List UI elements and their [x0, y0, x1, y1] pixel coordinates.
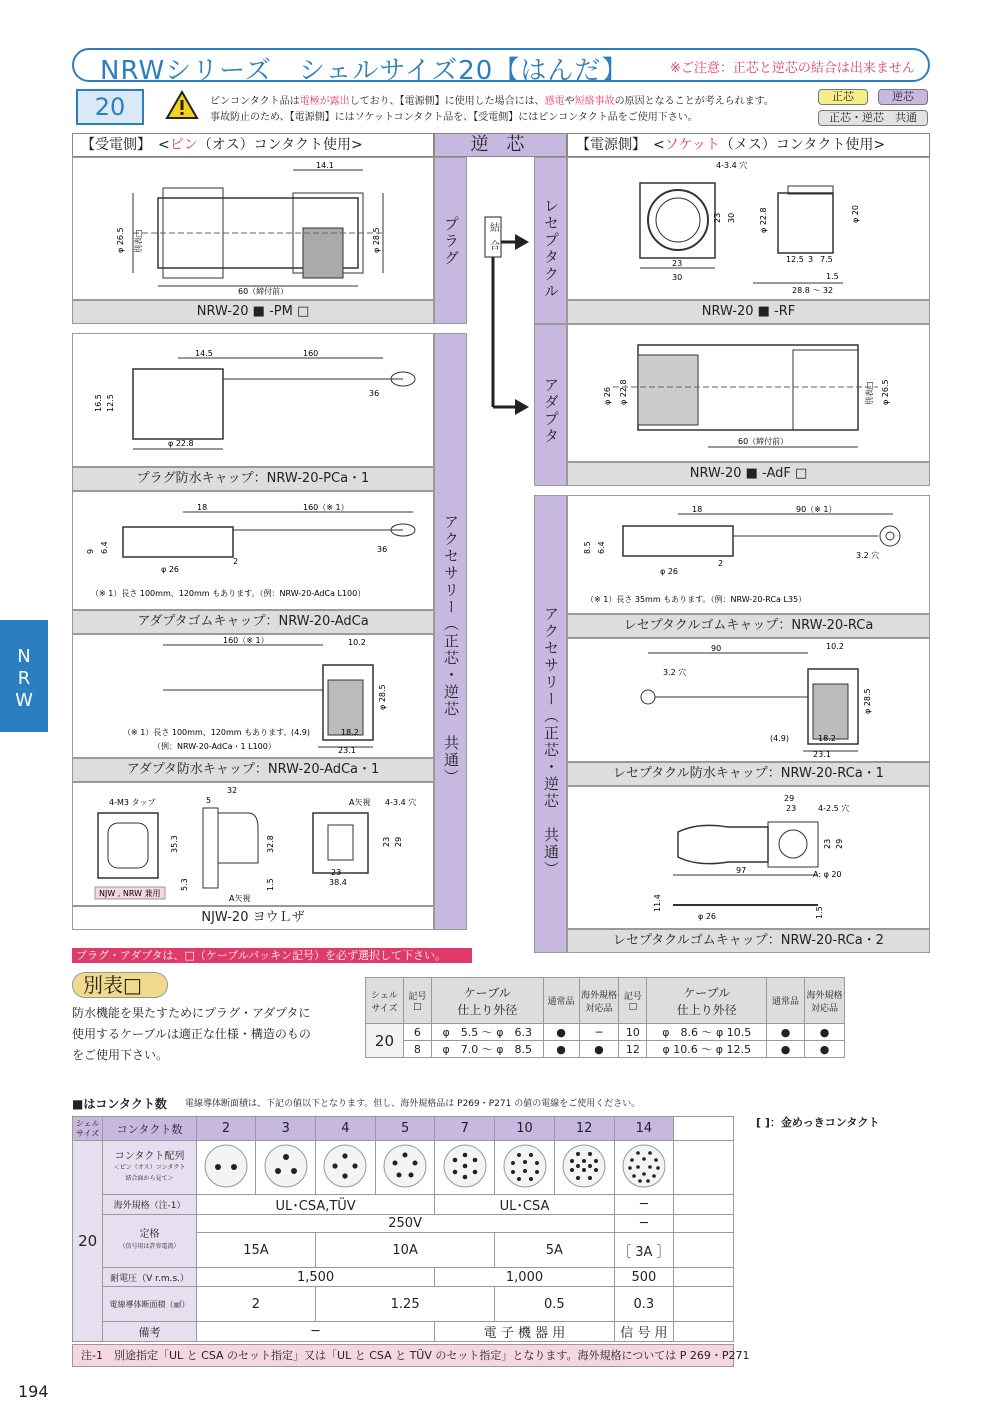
- njw-dim: 35.3: [170, 835, 179, 853]
- empty-cell: [674, 1322, 734, 1342]
- adapter-dim: 60（締付前）: [738, 437, 789, 446]
- receptacle-dim: 28.8 ～ 32: [792, 286, 834, 295]
- red-notice: プラグ・アダプタは、□（ケーブルパッキン記号）を必ず選択して下さい。: [72, 948, 472, 963]
- plug-caption: NRW-20 ■ -PM □: [72, 300, 434, 324]
- layout-2: [196, 1141, 256, 1195]
- adapter-label: アダプタ: [542, 377, 560, 445]
- count-10: 10: [495, 1117, 555, 1141]
- cable-th: ケーブル 仕上り外径: [647, 978, 767, 1024]
- connect-arrows: [467, 157, 534, 427]
- rec-waterproof-cap-dim: 23.1: [813, 750, 831, 759]
- rec-rubber-cap2-caption: レセプタクルゴムキャップ：NRW-20-RCa・2: [567, 929, 930, 953]
- adapter-label-bar: [534, 324, 567, 486]
- rec-waterproof-cap-dim: (4.9): [770, 734, 789, 743]
- plug-cap-caption: プラグ防水キャップ：NRW-20-PCa・1: [72, 467, 434, 491]
- betsu-title: 別表□: [72, 972, 168, 998]
- rec-rubber-cap2-panel: [567, 786, 930, 929]
- count-7: 7: [435, 1117, 495, 1141]
- count-12: 12: [554, 1117, 614, 1141]
- receive-side-header: 【受電側】 <ピン（オス）コンタクト使用>: [72, 133, 434, 157]
- plug-cap-drawing: [73, 334, 433, 466]
- empty-cell: [674, 1287, 734, 1322]
- adapter-rubber-cap-note: （※ 1）長さ 100mm、120mm もあります。（例：NRW-20-AdCa L100）: [91, 589, 366, 598]
- njw-dim: 23: [382, 836, 391, 847]
- adapter-waterproof-cap-note2: （例：NRW-20-AdCa・1 L100）: [153, 742, 276, 751]
- adapter-rubber-cap-caption: アダプタゴムキャップ：NRW-20-AdCa: [72, 610, 434, 634]
- cable-cell: φ 10.6 ～ φ 12.5: [647, 1041, 767, 1058]
- plug-cap-dim: 16.5: [94, 394, 103, 412]
- empty-cell: [674, 1117, 734, 1141]
- plug-cap-panel: [72, 333, 434, 467]
- plug-dim: 60（締付前）: [238, 287, 289, 296]
- plug-drawing: [73, 158, 433, 299]
- withstand-label: 耐電圧（V r.m.s.）: [103, 1268, 196, 1287]
- page-number: 194: [18, 1382, 49, 1401]
- rec-rubber-cap-drawing: [568, 496, 929, 613]
- contacts-table: [72, 1116, 734, 1342]
- rec-waterproof-cap-panel: [567, 638, 930, 762]
- wire-value: 0.3: [614, 1287, 674, 1322]
- adapter-rubber-cap-dim: 2: [233, 557, 239, 566]
- receptacle-dim: 30: [727, 212, 736, 223]
- withstand-value: 500: [614, 1268, 674, 1287]
- rec-rubber-cap2-dim: 23: [823, 838, 832, 849]
- receptacle-dim: 23: [713, 212, 722, 223]
- legend-seishin: 正芯: [818, 89, 868, 105]
- wire-value: 2: [196, 1287, 315, 1322]
- cable-cell: φ 8.6 ～ φ 10.5: [647, 1024, 767, 1041]
- receptacle-caption: NRW-20 ■ -RF: [567, 300, 930, 324]
- current-value: ［ 3A ］: [614, 1233, 674, 1268]
- adapter-dim: φ 26.5: [881, 379, 890, 405]
- rec-rubber-cap-dim: 3.2 穴: [856, 551, 880, 560]
- rec-rubber-cap-dim: 8.5: [583, 541, 592, 554]
- rec-rubber-cap2-drawing: [568, 787, 929, 928]
- contacts-note: 電線導体断面積は、下記の値以下となります。但し、海外規格品は P269・P271 の値の電線をご使用ください。: [185, 1099, 641, 1109]
- shell-size-badge: 20: [76, 89, 144, 125]
- njw-dim: 29: [394, 836, 403, 847]
- left-accessory-bar: [434, 333, 467, 930]
- adapter-caption: NRW-20 ■ -AdF □: [567, 462, 930, 486]
- remarks-value: ─: [196, 1322, 435, 1342]
- intl-value: UL･CSA,TÜV: [196, 1195, 435, 1215]
- adapter-waterproof-cap-drawing: [73, 635, 433, 757]
- cable-th: 海外規格 対応品: [805, 978, 845, 1024]
- rec-rubber-cap2-dim: 1.5: [815, 906, 824, 919]
- layout-10: [495, 1141, 555, 1195]
- plug-cap-dim: φ 22.8: [168, 439, 194, 448]
- plug-cap-dim: 36: [369, 389, 380, 398]
- njw-dim: 38.4: [329, 878, 347, 887]
- layout-14: [614, 1141, 674, 1195]
- contacts-title: ■はコンタクト数: [72, 1097, 167, 1111]
- adapter-rubber-cap-dim: 6.4: [100, 541, 109, 554]
- adapter-rubber-cap-dim: φ 26: [161, 565, 179, 574]
- adapter-drawing: [568, 325, 929, 461]
- njw-drawing: [73, 783, 433, 905]
- adapter-rubber-cap-dim: 18: [197, 503, 208, 512]
- rec-waterproof-cap-dim: 90: [711, 644, 722, 653]
- contact-layout-icon: [322, 1143, 368, 1189]
- rec-rubber-cap-dim: 6.4: [597, 541, 606, 554]
- adapter-waterproof-cap-dim: 160（※ 1）: [223, 636, 269, 645]
- count-header: コンタクト数: [103, 1117, 196, 1141]
- adapter-dim: 別表□: [865, 381, 874, 405]
- table-row: [366, 1024, 845, 1041]
- power-side-header: 【電源側】 <ソケット（メス）コンタクト使用>: [567, 133, 930, 157]
- reverse-header: 逆 芯: [434, 133, 567, 157]
- rec-rubber-cap2-dim: 29: [784, 794, 795, 803]
- rec-rubber-cap-dim: 90（※ 1）: [796, 505, 837, 514]
- voltage-value: ─: [614, 1215, 674, 1233]
- rec-rubber-cap2-dim: 23: [786, 804, 797, 813]
- rec-waterproof-cap-dim: φ 28.5: [863, 688, 872, 714]
- rating-label: 定格 （信号用は許容電流）: [103, 1215, 196, 1268]
- legend-common: 正芯・逆芯 共通: [818, 110, 928, 126]
- adapter-dim: φ 26: [603, 387, 612, 405]
- layout-label: コンタクト配列 ＜ピン（オス）コンタクト 結合面から見て＞: [103, 1141, 196, 1195]
- intl-value: UL･CSA: [435, 1195, 614, 1215]
- layout-3: [256, 1141, 316, 1195]
- njw-dim: 5.3: [180, 878, 189, 891]
- rec-waterproof-cap-dim: 10.2: [826, 642, 844, 651]
- rec-waterproof-cap-dim: 3.2 穴: [663, 668, 687, 677]
- empty-cell: [674, 1233, 734, 1268]
- table-row: [366, 1041, 845, 1058]
- connect-label: 結 合: [490, 223, 500, 252]
- adapter-rubber-cap-dim: 160（※ 1）: [303, 503, 349, 512]
- receptacle-dim: φ 22.8: [759, 207, 768, 233]
- rec-rubber-cap-caption: レセプタクルゴムキャップ：NRW-20-RCa: [567, 614, 930, 638]
- contacts-size: 20: [73, 1141, 103, 1342]
- cable-cell: 8: [403, 1041, 431, 1058]
- rec-rubber-cap2-dim: 29: [835, 838, 844, 849]
- cable-cell: φ 5.5 ～ φ 6.3: [431, 1024, 543, 1041]
- remarks-value: 電 子 機 器 用: [435, 1322, 614, 1342]
- rec-rubber-cap-note: （※ 1）長さ 35mm もあります。（例：NRW-20-RCa L35）: [586, 595, 807, 604]
- receptacle-dim: 23: [672, 259, 683, 268]
- rec-rubber-cap2-dim: φ 26: [698, 912, 716, 921]
- rec-waterproof-cap-dim: 18.2: [818, 734, 836, 743]
- plug-dim: 14.1: [316, 161, 334, 170]
- cable-cell: 12: [619, 1041, 647, 1058]
- layout-7: [435, 1141, 495, 1195]
- adapter-rubber-cap-dim: 9: [86, 548, 95, 554]
- receptacle-drawing: [568, 158, 929, 299]
- rec-rubber-cap-dim: φ 26: [660, 567, 678, 576]
- rec-rubber-cap-panel: [567, 495, 930, 614]
- cable-table: [365, 977, 845, 1058]
- plug-dim: φ 28.5: [372, 227, 381, 253]
- njw-dim: 4-M3 タップ: [109, 798, 156, 807]
- count-4: 4: [316, 1117, 376, 1141]
- count-2: 2: [196, 1117, 256, 1141]
- withstand-value: 1,000: [435, 1268, 614, 1287]
- empty-cell: [674, 1215, 734, 1233]
- adapter-dim: φ 22.8: [619, 379, 628, 405]
- receptacle-dim: 1.5: [826, 272, 839, 281]
- rec-rubber-cap-dim: 18: [692, 505, 703, 514]
- wire-value: 0.5: [495, 1287, 614, 1322]
- plug-cap-dim: 160: [303, 349, 319, 358]
- contact-layout-icon: [442, 1143, 488, 1189]
- rec-rubber-cap-dim: 2: [718, 559, 724, 568]
- cable-th: 通常品: [543, 978, 579, 1024]
- njw-dim: 23: [331, 868, 342, 877]
- adapter-waterproof-cap-note1: （※ 1）長さ 100mm、120mm もあります。: [123, 728, 292, 737]
- cable-th: 通常品: [767, 978, 805, 1024]
- intl-value: ─: [614, 1195, 674, 1215]
- count-14: 14: [614, 1117, 674, 1141]
- rec-rubber-cap2-dim: 97: [736, 866, 747, 875]
- shell-header: シェル サイズ: [73, 1117, 103, 1141]
- receptacle-dim: 7.5: [820, 255, 833, 264]
- current-value: 10A: [316, 1233, 495, 1268]
- njw-tag: NJW , NRW 兼用: [99, 889, 161, 898]
- current-value: 5A: [495, 1233, 614, 1268]
- cable-th: シェル サイズ: [366, 978, 404, 1024]
- adapter-waterproof-cap-dim: 23.1: [338, 746, 356, 755]
- cable-cell: ●: [543, 1024, 579, 1041]
- contact-layout-icon: [502, 1143, 548, 1189]
- njw-dim: 1.5: [266, 878, 275, 891]
- adapter-waterproof-cap-dim: φ 28.5: [378, 684, 387, 710]
- adapter-waterproof-cap-caption: アダプタ防水キャップ：NRW-20-AdCa・1: [72, 758, 434, 782]
- cable-cell: ●: [767, 1024, 805, 1041]
- receptacle-label-bar: [534, 157, 567, 324]
- cable-cell: ●: [543, 1041, 579, 1058]
- plug-cap-dim: 12.5: [106, 394, 115, 412]
- plug-drawing-panel: [72, 157, 434, 300]
- wire-value: 1.25: [316, 1287, 495, 1322]
- layout-12: [554, 1141, 614, 1195]
- receptacle-dim: 30: [672, 273, 683, 282]
- cable-cell: ●: [805, 1041, 845, 1058]
- wire-label: 電線導体断面積（㎟）: [103, 1287, 196, 1322]
- title-note: ※ご注意：正芯と逆芯の結合は出来ません: [670, 61, 915, 76]
- withstand-value: 1,500: [196, 1268, 435, 1287]
- rec-waterproof-cap-caption: レセプタクル防水キャップ：NRW-20-RCa・1: [567, 762, 930, 786]
- rec-rubber-cap2-dim: 4-2.5 穴: [818, 804, 850, 813]
- layout-5: [375, 1141, 435, 1195]
- rec-rubber-cap2-dim: A: φ 20: [813, 870, 842, 879]
- contact-layout-icon: [561, 1143, 607, 1189]
- footnote: 注-1 別途指定「UL と CSA のセット指定」又は「UL と CSA と TÜV のセット指定」となります。海外規格については P 269・P271: [72, 1344, 734, 1367]
- page-title: NRWシリーズ シェルサイズ20【はんだ】: [100, 56, 629, 86]
- rec-rubber-cap2-dim: 11.4: [653, 894, 662, 912]
- warning-icon: [165, 90, 199, 120]
- cable-cell: ●: [579, 1041, 619, 1058]
- receptacle-drawing-panel: [567, 157, 930, 300]
- rec-waterproof-cap-drawing: [568, 639, 929, 761]
- cable-cell: ●: [767, 1041, 805, 1058]
- receptacle-label: レセプタクル: [542, 198, 560, 300]
- contact-layout-icon: [263, 1143, 309, 1189]
- njw-panel: [72, 782, 434, 906]
- remarks-value: 信 号 用: [614, 1322, 674, 1342]
- cable-th: ケーブル 仕上り外径: [431, 978, 543, 1024]
- cable-th: 記号 □: [619, 978, 647, 1024]
- adapter-waterproof-cap-panel: [72, 634, 434, 758]
- warning-text: ピンコンタクト品は電極が露出しており、【電源側】に使用した場合には、感電や短絡事故の原因となることが考えられます。 事故防止のため、【電源側】にはソケットコンタクト品を、【受電側】にはピンコンタクト品をご使用下さい。: [210, 96, 774, 123]
- cable-cell: ─: [579, 1024, 619, 1041]
- adapter-waterproof-cap-dim: 10.2: [348, 638, 366, 647]
- adapter-drawing-panel: [567, 324, 930, 462]
- side-tab-nrw: N R W: [0, 620, 48, 732]
- adapter-waterproof-cap-dim: 18.2: [341, 728, 359, 737]
- receptacle-dim: 3: [808, 255, 814, 264]
- plug-dim: 別表□: [134, 229, 143, 253]
- receptacle-dim: 4-3.4 穴: [716, 161, 748, 170]
- njw-dim: 32: [227, 786, 238, 795]
- betsu-description: 防水機能を果たすためにプラグ・アダプタに 使用するケーブルは適正な仕様・構造のもの をご使用下さい。: [72, 1006, 311, 1062]
- plug-label-bar: [434, 157, 467, 324]
- njw-dim: 4-3.4 穴: [385, 798, 417, 807]
- cable-cell: 10: [619, 1024, 647, 1041]
- empty-cell: [674, 1268, 734, 1287]
- adapter-waterproof-cap-dim: (4.9): [291, 728, 310, 737]
- layout-4: [316, 1141, 376, 1195]
- njw-dim: 32.8: [266, 835, 275, 853]
- plug-dim: φ 26.5: [116, 227, 125, 253]
- cable-th: 記号 □: [403, 978, 431, 1024]
- plug-label: プラグ: [442, 216, 460, 267]
- left-accessory-label: アクセサリー（正芯・逆芯 共通）: [442, 514, 460, 786]
- right-accessory-label: アクセサリー（正芯・逆芯 共通）: [542, 606, 560, 878]
- intl-label: 海外規格（注-1）: [103, 1195, 196, 1215]
- empty-cell: [674, 1141, 734, 1195]
- current-value: 15A: [196, 1233, 315, 1268]
- cable-cell: 6: [403, 1024, 431, 1041]
- contact-layout-icon: [382, 1143, 428, 1189]
- cable-th: 海外規格 対応品: [579, 978, 619, 1024]
- adapter-rubber-cap-dim: 36: [377, 545, 388, 554]
- right-accessory-bar: [534, 495, 567, 953]
- plug-cap-dim: 14.5: [195, 349, 213, 358]
- contact-layout-icon: [621, 1143, 667, 1189]
- receptacle-dim: φ 20: [851, 205, 860, 223]
- adapter-rubber-cap-panel: [72, 491, 434, 610]
- njw-dim: A矢視: [229, 894, 251, 903]
- cable-size: 20: [366, 1024, 404, 1058]
- contacts-legend: [ ]：金めっきコンタクト: [756, 1116, 880, 1129]
- adapter-rubber-cap-drawing: [73, 492, 433, 609]
- njw-caption: NJW-20 ヨウＬザ: [72, 906, 434, 930]
- voltage-value: 250V: [196, 1215, 614, 1233]
- receptacle-dim: 12.5: [786, 255, 804, 264]
- njw-dim: A矢視: [349, 798, 371, 807]
- count-3: 3: [256, 1117, 316, 1141]
- legend-gyakushin: 逆芯: [878, 89, 928, 105]
- empty-cell: [674, 1195, 734, 1215]
- cable-cell: φ 7.0 ～ φ 8.5: [431, 1041, 543, 1058]
- count-5: 5: [375, 1117, 435, 1141]
- contact-layout-icon: [203, 1143, 249, 1189]
- remarks-label: 備考: [103, 1322, 196, 1342]
- cable-cell: ●: [805, 1024, 845, 1041]
- njw-dim: 5: [206, 796, 212, 805]
